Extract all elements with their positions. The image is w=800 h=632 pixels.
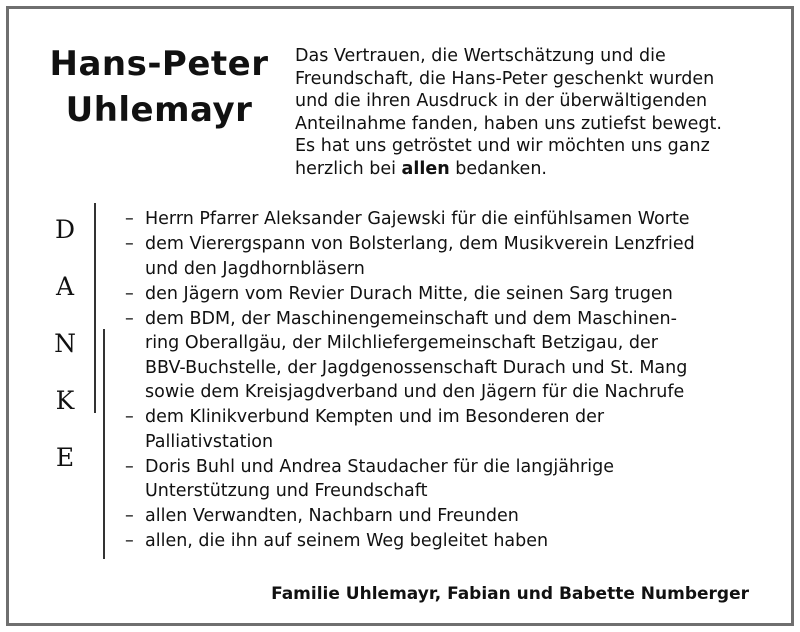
thanks-item-line: allen, die ihn auf seinem Weg begleitet haben [145, 531, 549, 551]
intro-line: Das Vertrauen, die Wertschätzung und die [295, 46, 666, 66]
dash-bullet: – [125, 456, 134, 477]
divider-line [94, 203, 96, 413]
intro-bold-word: allen [401, 158, 450, 179]
thanks-item-line: den Jägern vom Revier Durach Mitte, die seinen Sarg trugen [145, 283, 673, 304]
thanks-item-line: und den Jagdhornbläsern [145, 258, 365, 279]
thanks-item-line: sowie dem Kreisjagdverband und den Jägern für die Nachrufe [145, 382, 685, 402]
danke-letter: K [55, 386, 75, 415]
divider-line [103, 329, 105, 559]
thanks-list [125, 207, 775, 554]
thanks-item-line: dem Klinikverbund Kempten und im Besonderen der [145, 407, 605, 427]
intro-line: Es hat uns getröstet und wir möchten uns ganz [295, 136, 710, 156]
thanks-item-line: BBV-Buchstelle, der Jagdgenossenschaft Durach und St. Mang [145, 357, 688, 378]
thanks-item [125, 405, 775, 454]
danke-letter: E [55, 443, 75, 472]
danke-letter: D [54, 215, 76, 244]
intro-line: und die ihren Ausdruck in der überwältigenden [295, 91, 708, 111]
thanks-item-line: ring Oberallgäu, der Milchliefergemeinschaft Betzigau, der [145, 333, 658, 353]
thanks-item-line: allen Verwandten, Nachbarn und Freunden [145, 506, 519, 526]
dash-bullet: – [125, 209, 134, 229]
danke-letter: A [55, 272, 75, 301]
deceased-last-name: Uhlemayr [65, 90, 253, 130]
thanks-item [125, 504, 775, 529]
thanks-item [125, 455, 775, 504]
deceased-first-name: Hans-Peter [49, 44, 269, 84]
danke-letter: N [54, 329, 76, 358]
intro-line: Anteilnahme fanden, haben uns zutiefst bewegt. [295, 113, 722, 134]
dash-bullet: – [125, 531, 134, 551]
danke-vertical [47, 201, 83, 486]
deceased-name [39, 41, 279, 133]
thanks-item-line: Unterstützung und Freundschaft [145, 481, 428, 501]
thanks-item-line: Palliativstation [145, 431, 274, 452]
intro-text-before: herzlich bei [295, 158, 402, 179]
dash-bullet: – [125, 283, 134, 304]
thanks-item [125, 307, 775, 405]
thanks-item [125, 232, 775, 281]
thanks-item [125, 207, 775, 232]
dash-bullet: – [125, 308, 134, 329]
notice-frame [6, 6, 794, 626]
thanks-item-line: dem BDM, der Maschinengemeinschaft und dem Maschinen- [145, 308, 677, 329]
intro-text [295, 45, 765, 180]
dash-bullet: – [125, 407, 134, 427]
intro-text-after: bedanken. [449, 158, 547, 179]
thanks-item-line: Herrn Pfarrer Aleksander Gajewski für die einfühlsamen Worte [145, 209, 690, 229]
intro-line [295, 158, 765, 181]
thanks-item-line: Doris Buhl und Andrea Staudacher für die langjährige [145, 456, 614, 477]
thanks-item [125, 529, 775, 554]
thanks-item-line: dem Vierergspann von Bolsterlang, dem Musikverein Lenzfried [145, 234, 695, 254]
dash-bullet: – [125, 234, 134, 254]
signature: Familie Uhlemayr, Fabian und Babette Numberger [271, 584, 749, 604]
intro-line: Freundschaft, die Hans-Peter geschenkt wurden [295, 68, 715, 89]
dash-bullet: – [125, 506, 134, 526]
thanks-item [125, 282, 775, 307]
